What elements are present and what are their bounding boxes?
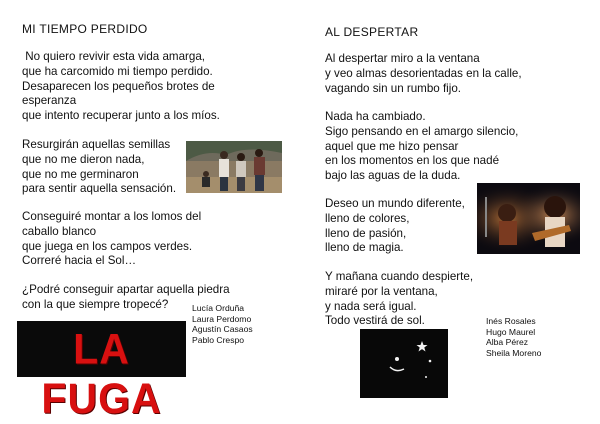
poem-title: AL DESPERTAR: [325, 25, 419, 39]
authors-list: Inés Rosales Hugo Maurel Alba Pérez Sheila Moreno: [486, 316, 542, 358]
band-photo: [186, 141, 282, 193]
stanza-4: Y mañana cuando despierte, miraré por la ventana, y nada será igual. Todo vestirá de sol.: [325, 270, 474, 328]
concert-photo: [477, 183, 580, 254]
stanza-2: Resurgirán aquellas semillas que no me dieron nada, que no me germinaron para sentir aquella sensación.: [22, 138, 177, 196]
authors-list: Lucía Orduña Laura Perdomo Agustín Casaos Pablo Crespo: [192, 303, 253, 345]
crescent-moon-icon: [360, 329, 448, 398]
la-fuga-logo-text: LA FUGA: [41, 324, 162, 423]
stanza-3: Deseo un mundo diferente, lleno de colores, lleno de pasión, lleno de magia.: [325, 197, 465, 255]
la-fuga-logo: [17, 321, 186, 423]
stanza-1: No quiero revivir esta vida amarga, que ha carcomido mi tiempo perdido. Desaparecen los pequeños brotes de esperanza que intento recuperar junto a los míos.: [22, 50, 220, 123]
stanza-1: Al despertar miro a la ventana y veo almas desorientadas en la calle, vagando sin un rumbo fijo.: [325, 52, 522, 95]
stanza-2: Nada ha cambiado. Sigo pensando en el amargo silencio, aquel que me hizo pensar en los momentos en los que nadé bajo las aguas de la duda.: [325, 110, 519, 183]
moon-logo: [360, 329, 448, 398]
poem-title: MI TIEMPO PERDIDO: [22, 22, 148, 36]
stanza-4: ¿Podré conseguir apartar aquella piedra con la que siempre tropecé?: [22, 283, 230, 311]
stanza-3: Conseguiré montar a los lomos del caballo blanco que juega en los campos verdes. Correré hacia el Sol…: [22, 210, 202, 268]
